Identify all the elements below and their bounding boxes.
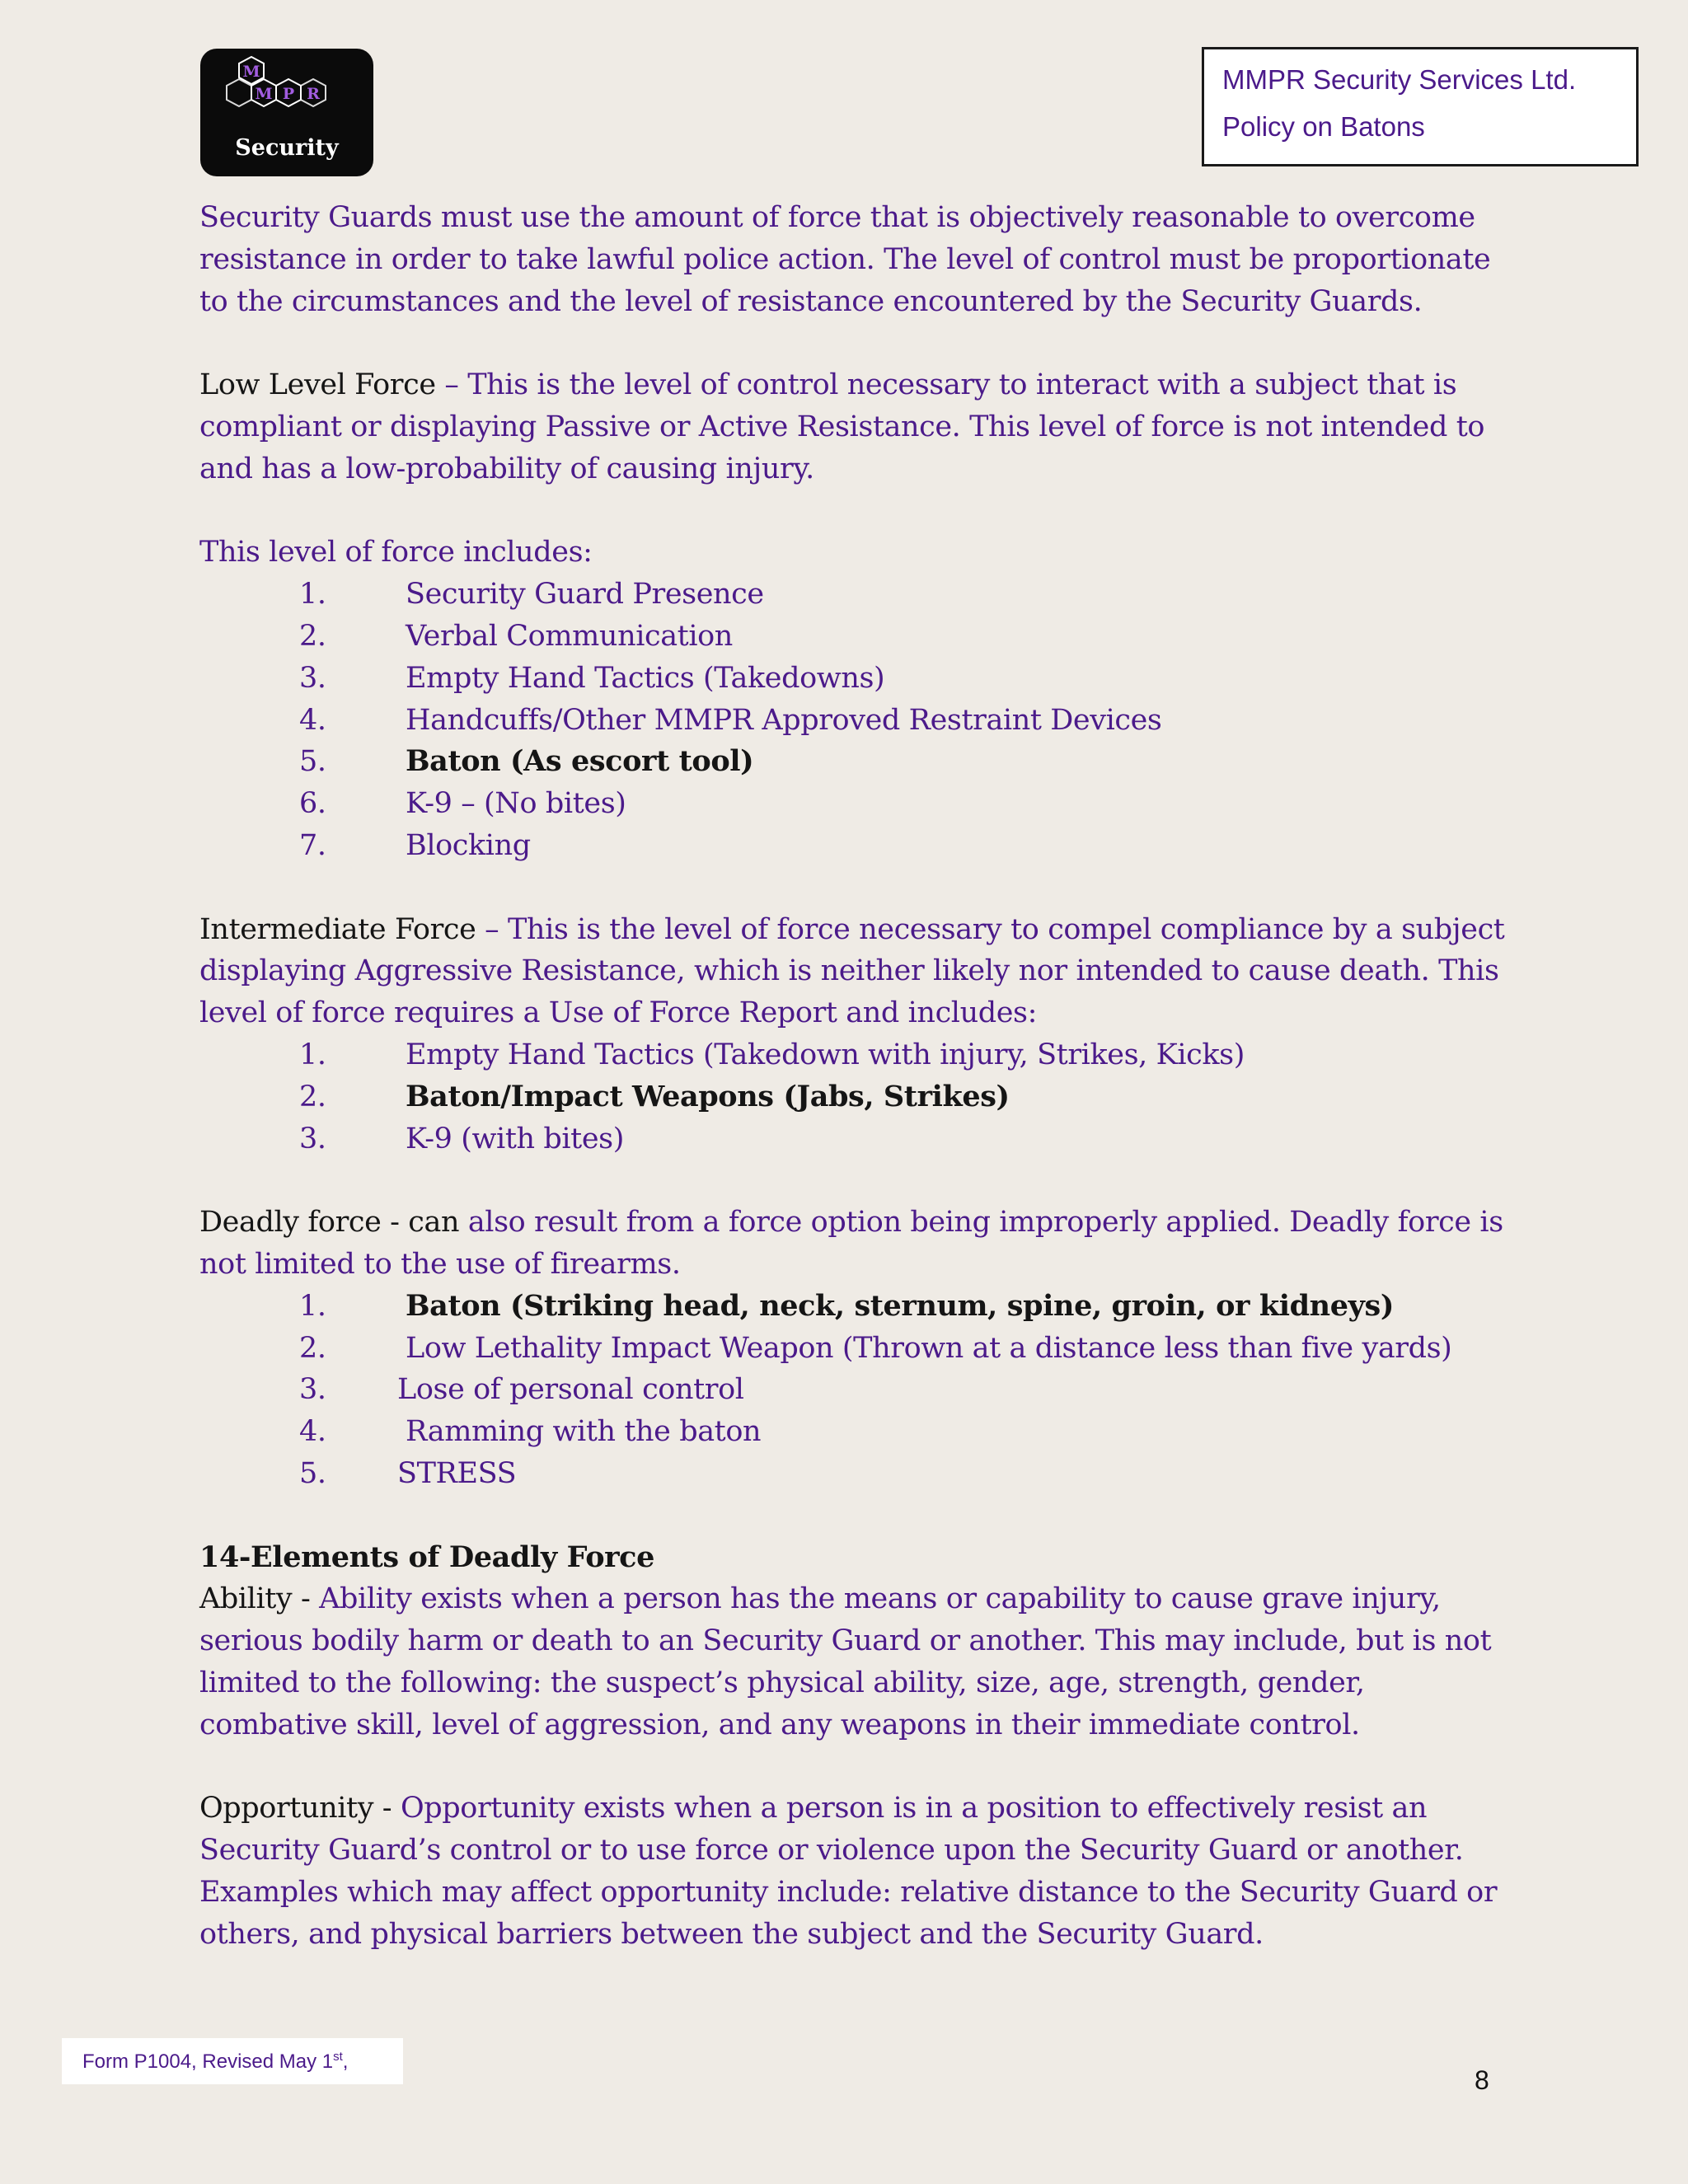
form-revision-label: Form P1004, Revised May 1st, [62, 2038, 403, 2084]
list-item: 5. STRESS [299, 1456, 517, 1490]
deadly-force-heading: Deadly force - can [199, 1206, 460, 1240]
deadly-force-paragraph [199, 1202, 1518, 1286]
low-level-list [199, 574, 1518, 867]
logo-text: Security [235, 135, 339, 161]
list-item: 7. Blocking [299, 828, 531, 862]
page-number: 8 [1475, 2065, 1489, 2095]
ability-text: Ability exists when a person has the means or capability to cause grave injury, serious bodily harm or death to an Security Guard or another. This may include, but is not limited to the following: the suspect’s physical ability, size, age, strength, gender, combative skill, level of aggression, and any weapons in their immediate control. [199, 1582, 1492, 1741]
low-level-includes: This level of force includes: [199, 536, 593, 569]
list-item: 2. Low Lethality Impact Weapon (Thrown at a distance less than five yards) [299, 1331, 1452, 1365]
list-item: 1. Empty Hand Tactics (Takedown with injury, Strikes, Kicks) [299, 1038, 1245, 1071]
low-level-force-paragraph [199, 364, 1518, 490]
list-item: 3. Empty Hand Tactics (Takedowns) [299, 661, 885, 695]
intermediate-force-heading: Intermediate Force [199, 912, 476, 946]
list-item: 3. Lose of personal control [299, 1373, 744, 1407]
intermediate-list [199, 1034, 1518, 1160]
document-body [199, 197, 1518, 1955]
list-item: 5. Baton (As escort tool) [299, 744, 754, 779]
logo-letter: R [307, 85, 320, 103]
logo-letter: M [242, 63, 260, 81]
low-level-force-desc: – This is the level of control necessary to interact with a subject that is compliant or displaying Passive or Active Resistance. This level of force is not intended to and has a low-probability of causing injury. [199, 368, 1485, 485]
list-item: 3. K-9 (with bites) [299, 1122, 624, 1155]
ability-label: Ability - [199, 1582, 311, 1616]
list-item: 4. Handcuffs/Other MMPR Approved Restraint Devices [299, 703, 1162, 737]
company-logo [200, 49, 373, 176]
list-item: 2. Verbal Communication [299, 619, 733, 653]
deadly-force-desc: also result from a force option being improperly applied. Deadly force is not limited to the use of firearms. [199, 1206, 1503, 1281]
intermediate-force-paragraph [199, 909, 1518, 1034]
document-header [1202, 47, 1639, 166]
list-item: 4. Ramming with the baton [299, 1415, 762, 1449]
opportunity-label: Opportunity - [199, 1792, 392, 1825]
opportunity-text: Opportunity exists when a person is in a position to effectively resist an Security Guard’s control or to use force or violence upon the Security Guard or another. Examples which may affect opportunity include: relative distance to the Security Guard or others, and physical barriers between the subject and the Security Guard. [199, 1792, 1498, 1951]
logo-letter: M [255, 85, 273, 103]
company-name: MMPR Security Services Ltd. [1222, 64, 1577, 95]
low-level-force-heading: Low Level Force [199, 368, 436, 402]
list-item: 6. K-9 – (No bites) [299, 787, 626, 821]
intermediate-force-desc: – This is the level of force necessary to compel compliance by a subject displaying Aggressive Resistance, which is neither likely nor intended to cause death. This level of force requires a Use of Force Report and includes: [199, 912, 1505, 1030]
list-item: 2. Baton/Impact Weapons (Jabs, Strikes) [299, 1079, 1010, 1113]
opportunity-paragraph [199, 1788, 1518, 1955]
list-item: 1. Baton (Striking head, neck, sternum, spine, groin, or kidneys) [299, 1288, 1394, 1323]
elements-heading: 14-Elements of Deadly Force [199, 1540, 654, 1574]
ability-paragraph [199, 1578, 1518, 1746]
intro-paragraph: Security Guards must use the amount of force that is objectively reasonable to overcome resistance in order to take lawful police action. The level of control must be proportionate to the circumstances and the level of resistance encountered by the Security Guards. [199, 201, 1491, 318]
deadly-list [199, 1286, 1518, 1495]
logo-letter: P [282, 85, 295, 103]
policy-title: Policy on Batons [1222, 111, 1425, 142]
list-item: 1. Security Guard Presence [299, 578, 764, 612]
